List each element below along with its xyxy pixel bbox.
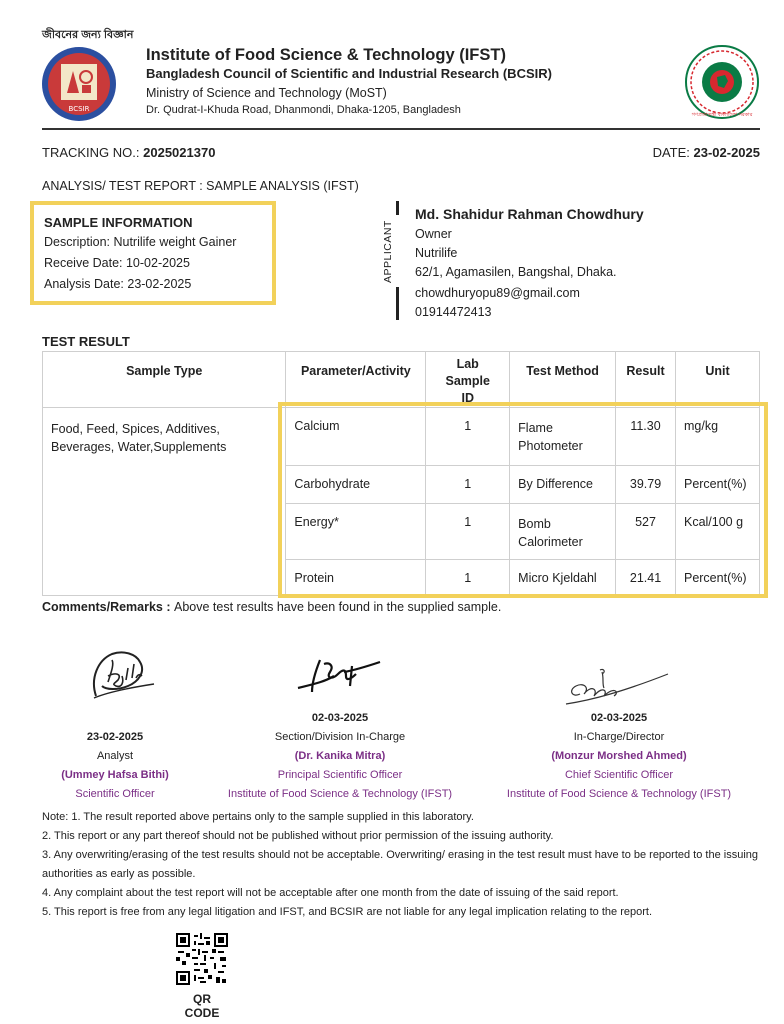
result-cell: 39.79 [616, 466, 676, 504]
unit-cell: Percent(%) [675, 466, 759, 504]
applicant-address: 62/1, Agamasilen, Bangshal, Dhaka. [415, 265, 617, 279]
method-cell: Micro Kjeldahl [510, 560, 616, 596]
col-header-sample-type: Sample Type [43, 352, 286, 408]
method-cell: By Difference [510, 466, 616, 504]
signatory-name: (Monzur Morshed Ahmed) [551, 750, 687, 762]
test-result-title: TEST RESULT [42, 334, 130, 349]
parameter-cell: Carbohydrate [286, 466, 426, 504]
result-cell: 11.30 [616, 408, 676, 466]
signatory-title: Scientific Officer [75, 788, 155, 800]
result-cell: 527 [616, 504, 676, 560]
unit-cell: mg/kg [675, 408, 759, 466]
section-incharge-signature [294, 654, 384, 698]
lab-id-cell: 1 [426, 560, 510, 596]
applicant-email: chowdhuryopu89@gmail.com [415, 286, 580, 300]
signatory-title: Chief Scientific Officer [564, 769, 673, 781]
signatory-role: In-Charge/Director [573, 731, 665, 743]
col-header-result: Result [616, 352, 676, 408]
report-type: ANALYSIS/ TEST REPORT : SAMPLE ANALYSIS (IFST) [42, 179, 359, 193]
unit-cell: Percent(%) [675, 560, 759, 596]
col-header-unit: Unit [675, 352, 759, 408]
tracking-value: 2025021370 [143, 145, 216, 160]
parameter-cell: Energy* [286, 504, 426, 560]
date-value: 23-02-2025 [693, 145, 760, 160]
institute-address: Dr. Qudrat-I-Khuda Road, Dhanmondi, Dhaka-1205, Bangladesh [146, 104, 461, 116]
parameter-cell: Calcium [286, 408, 426, 466]
signatory-org: Institute of Food Science & Technology (IFST) [227, 788, 453, 800]
sample-info-title: SAMPLE INFORMATION [44, 215, 193, 230]
col-header-lab-id [426, 352, 510, 408]
seal-text: গণপ্রজাতন্ত্রী বাংলাদেশ সরকার [691, 112, 753, 118]
notes [42, 808, 772, 922]
signatory-date: 23-02-2025 [86, 731, 144, 743]
director-signature [562, 664, 672, 710]
signatory-role: Section/Division In-Charge [274, 731, 406, 743]
remarks [42, 600, 501, 614]
tagline: জীবনের জন্য বিজ্ঞান [42, 29, 134, 41]
bcsir-logo-text: BCSIR [68, 105, 90, 113]
col-header-method: Test Method [510, 352, 616, 408]
signatory-org: Institute of Food Science & Technology (IFST) [506, 788, 732, 800]
applicant-label: APPLICANT [382, 220, 394, 283]
signatory-name: (Dr. Kanika Mitra) [294, 750, 386, 762]
unit-cell: Kcal/100 g [675, 504, 759, 560]
applicant-role: Owner [415, 227, 452, 241]
table-row [43, 408, 760, 466]
institute-name: Institute of Food Science & Technology (IFST) [146, 46, 506, 64]
signatory-role: Analyst [96, 750, 134, 762]
government-seal [684, 44, 760, 120]
test-result-table [42, 351, 760, 596]
council-name: Bangladesh Council of Scientific and Industrial Research (BCSIR) [146, 66, 552, 81]
applicant-phone: 01914472413 [415, 305, 492, 319]
analysis-date: Analysis Date: 23-02-2025 [44, 277, 192, 291]
parameter-cell: Protein [286, 560, 426, 596]
ministry-name: Ministry of Science and Technology (MoST) [146, 86, 387, 100]
sample-type-cell: Food, Feed, Spices, Additives, Beverages, Water,Supplements [43, 408, 286, 596]
signatory-date: 02-03-2025 [590, 712, 648, 724]
note-item: 4. Any complaint about the test report will not be acceptable after one month from the date of issuing of the said report. [42, 887, 619, 899]
result-cell: 21.41 [616, 560, 676, 596]
col-header-parameter: Parameter/Activity [286, 352, 426, 408]
qr-code-icon[interactable] [176, 933, 228, 985]
applicant-bar-bottom [396, 287, 399, 320]
lab-id-cell: 1 [426, 408, 510, 466]
lab-id-cell: 1 [426, 504, 510, 560]
note-item: 2. This report or any part thereof should not be published without prior permission of the issuing authority. [42, 830, 554, 842]
lab-id-cell: 1 [426, 466, 510, 504]
remarks-text: Above test results have been found in the supplied sample. [174, 600, 502, 614]
signatory-title: Principal Scientific Officer [277, 769, 403, 781]
date-label: DATE: [652, 145, 694, 160]
director-signatory [488, 709, 750, 804]
qr-code-label: QR CODE [184, 992, 220, 1020]
header-divider [42, 128, 760, 130]
analyst-signature [84, 646, 162, 708]
note-item: 3. Any overwriting/erasing of the test results should not be acceptable. Overwriting/ erasing in the test result must have to be reported to the issuing authorities as early as possible. [42, 849, 758, 880]
bcsir-logo [40, 45, 118, 123]
note-item: Note: 1. The result reported above pertains only to the sample supplied in this laboratory. [42, 811, 474, 823]
section-incharge-signatory [210, 709, 470, 804]
analyst-signatory [40, 728, 190, 804]
receive-date: Receive Date: 10-02-2025 [44, 256, 190, 270]
signatory-name: (Ummey Hafsa Bithi) [61, 769, 169, 781]
applicant-company: Nutrilife [415, 246, 458, 260]
report-date [653, 145, 760, 160]
note-item: 5. This report is free from any legal litigation and IFST, and BCSIR are not liable for any legal implication relating to the report. [42, 906, 652, 918]
remarks-label: Comments/Remarks : [42, 600, 174, 614]
tracking-label: TRACKING NO.: [42, 145, 144, 160]
lab-id-header-text: Lab Sample ID [445, 357, 490, 405]
tracking-number [42, 145, 215, 160]
applicant-name: Md. Shahidur Rahman Chowdhury [415, 206, 644, 222]
signatory-date: 02-03-2025 [311, 712, 369, 724]
applicant-bar-top [396, 201, 399, 215]
method-cell: Flame Photometer [510, 408, 616, 466]
method-cell: Bomb Calorimeter [510, 504, 616, 560]
sample-description: Description: Nutrilife weight Gainer [44, 235, 237, 249]
table-header-row [43, 352, 760, 408]
